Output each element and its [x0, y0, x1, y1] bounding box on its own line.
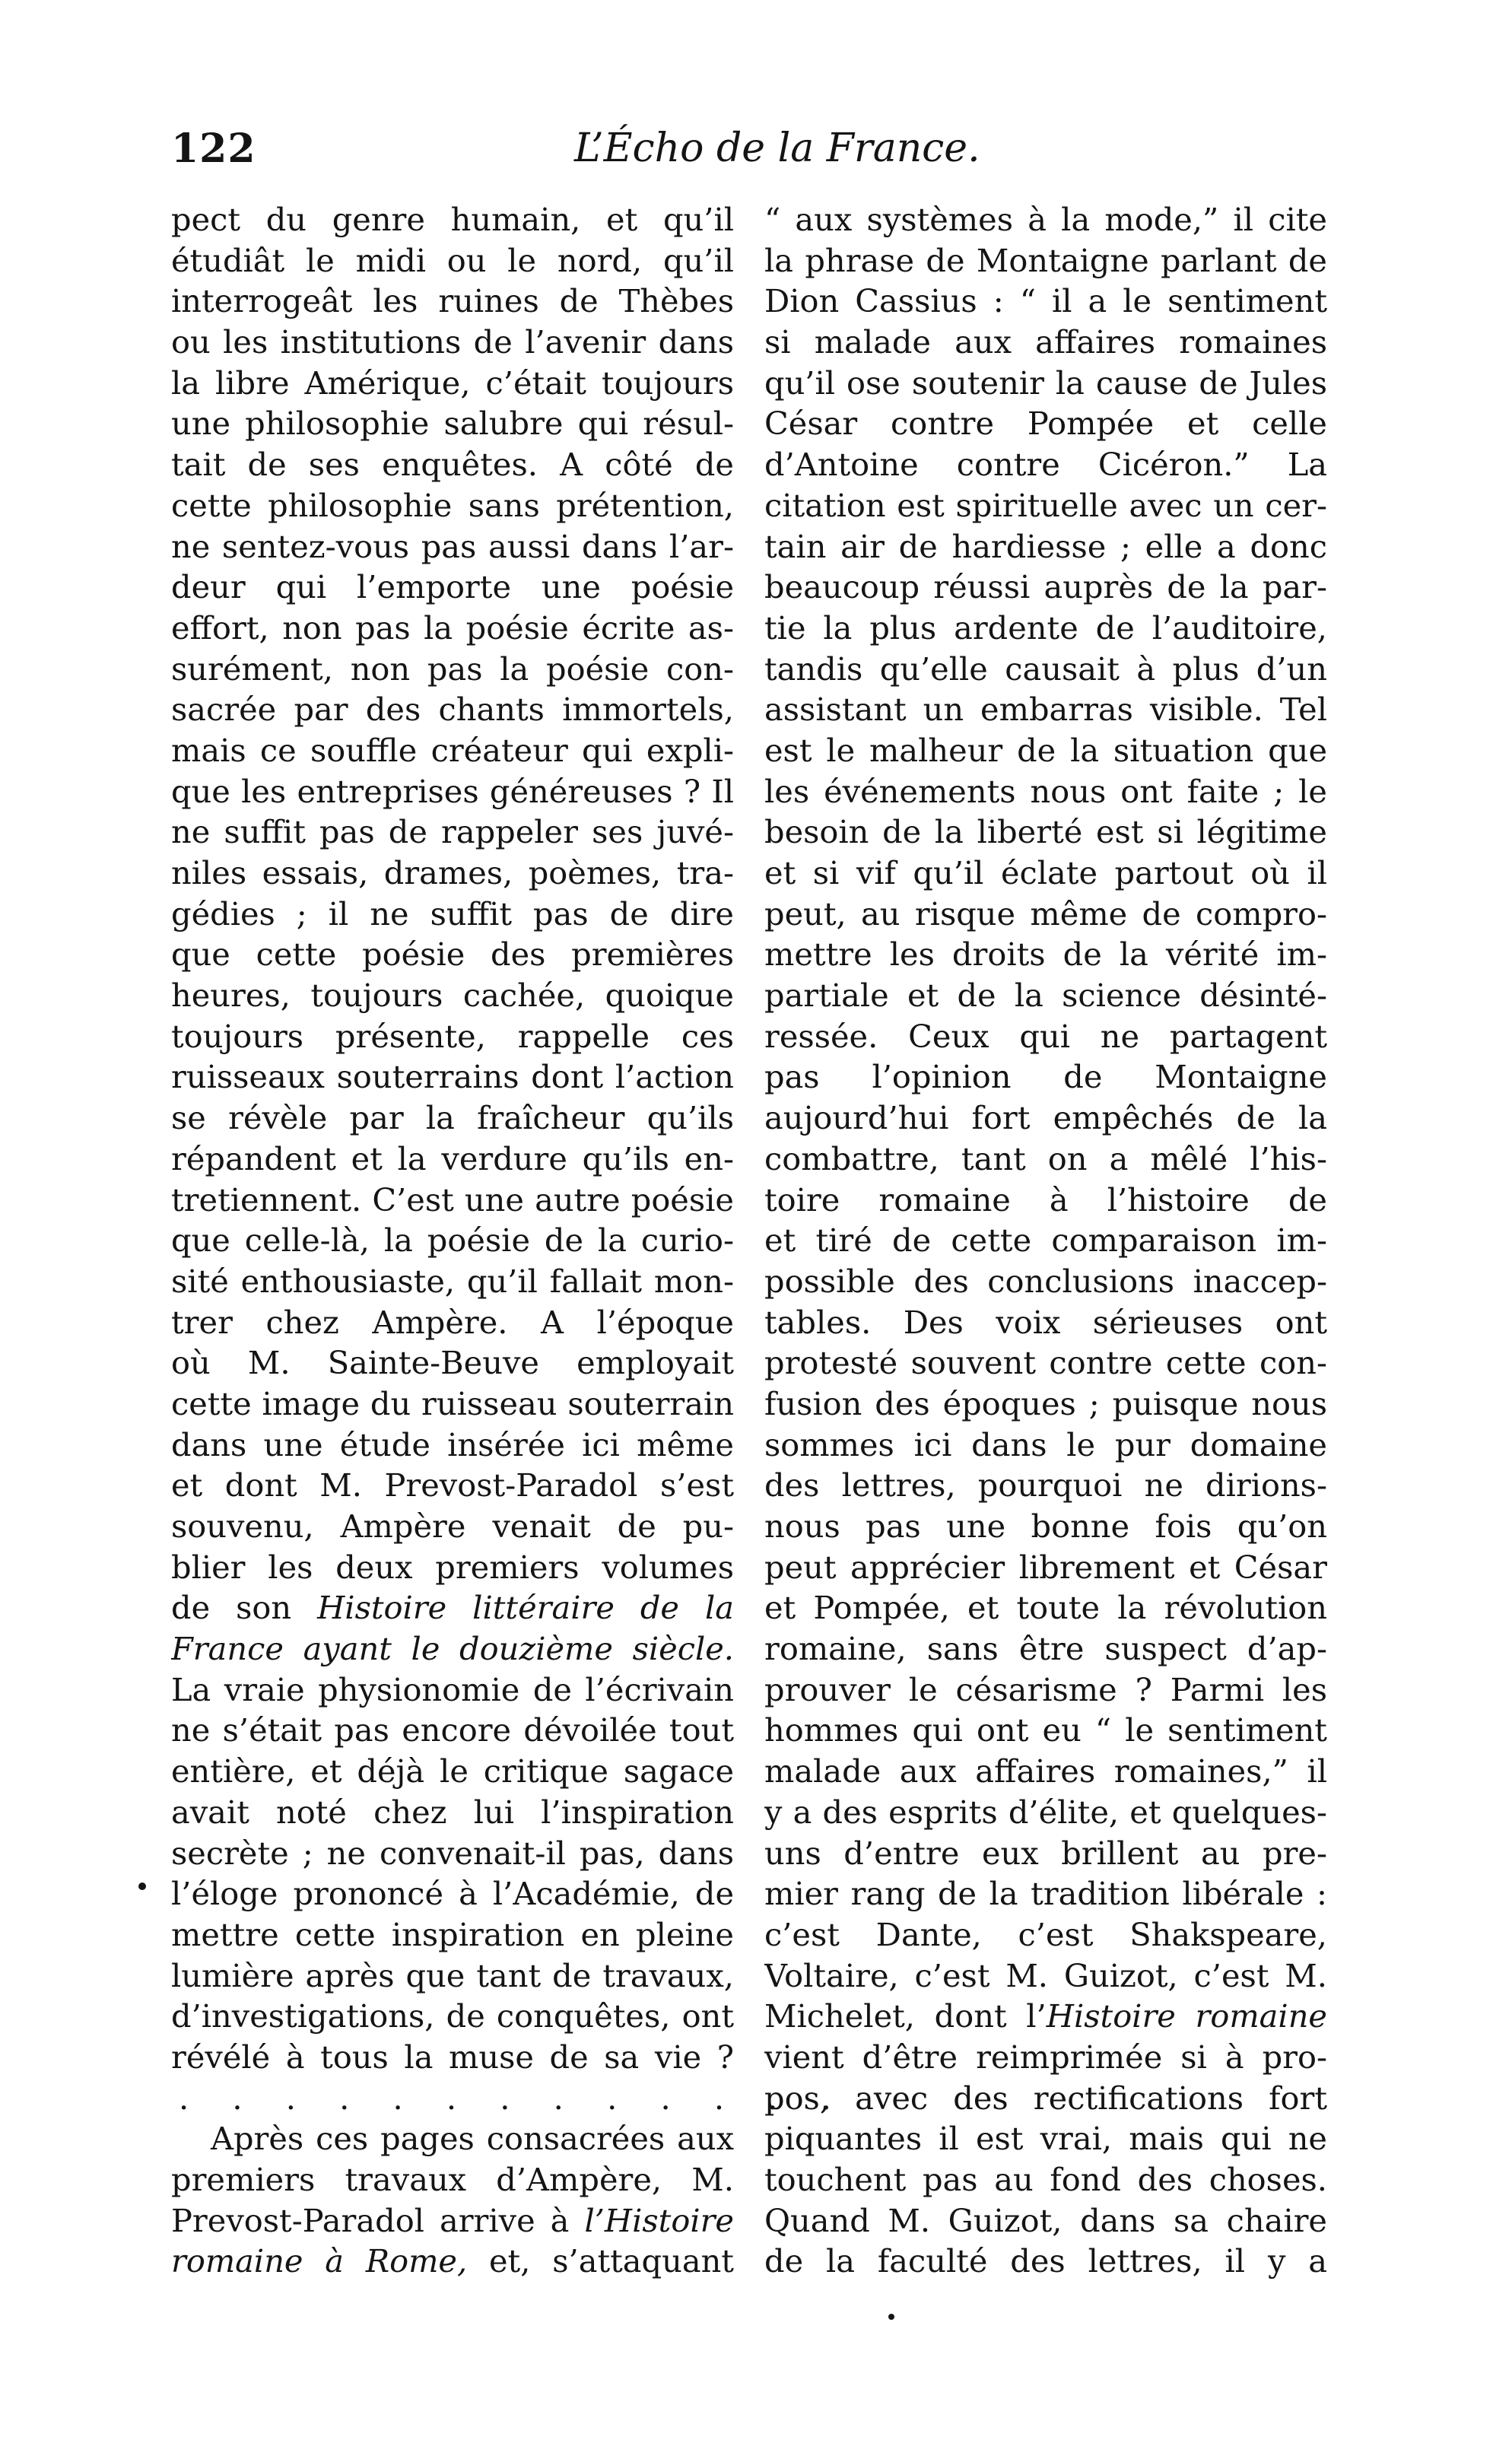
text-line: citation est spirituelle avec un cer-	[764, 486, 1327, 524]
text-line: étudiât le midi ou le nord, qu’il	[171, 241, 734, 279]
text-line: Après ces pages consacrées aux	[211, 2120, 734, 2158]
text-line: des lettres, pourquoi ne dirions-	[764, 1466, 1327, 1504]
text-line: malade aux affaires romaines,” il	[764, 1752, 1327, 1790]
text-line: assistant un embarras visible. Tel	[764, 691, 1327, 729]
text-line: y a des esprits d’élite, et quelques-	[764, 1793, 1327, 1831]
text-line	[764, 1996, 1327, 2037]
text-line	[171, 2241, 734, 2282]
text-line: révélé à tous la muse de sa vie ?	[171, 2038, 734, 2076]
text-fragment: Michelet, dont l’	[764, 1997, 1047, 2035]
text-line: et tiré de cette comparaison im-	[764, 1222, 1327, 1260]
text-line: peut apprécier librement et César	[764, 1548, 1327, 1586]
text-line: France ayant le douzième siècle.	[171, 1630, 734, 1668]
text-line: d’investigations, de conquêtes, ont	[171, 1997, 734, 2035]
text-line: possible des conclusions inaccep-	[764, 1262, 1327, 1300]
text-line: une philosophie salubre qui résul-	[171, 405, 734, 443]
text-line: interrogeât les ruines de Thèbes	[171, 282, 734, 320]
text-line: est le malheur de la situation que	[764, 731, 1327, 769]
text-line: tandis qu’elle causait à plus d’un	[764, 650, 1327, 688]
text-line: et Pompée, et toute la révolution	[764, 1589, 1327, 1627]
left-column	[171, 199, 848, 2282]
text-line: mettre cette inspiration en pleine	[171, 1915, 734, 1953]
text-line: Quand M. Guizot, dans sa chaire	[764, 2201, 1327, 2239]
text-line: fusion des époques ; puisque nous	[764, 1384, 1327, 1422]
page-number: 122	[171, 125, 256, 172]
text-line: les événements nous ont faite ; le	[764, 772, 1327, 810]
text-line: ou les institutions de l’avenir dans	[171, 323, 734, 361]
text-line: romaine, sans être suspect d’ap-	[764, 1630, 1327, 1668]
text-line: besoin de la liberté est si légitime	[764, 813, 1327, 851]
text-line: cette image du ruisseau souterrain	[171, 1384, 734, 1422]
text-fragment: Prevost-Paradol arrive à	[171, 2201, 570, 2239]
text-line: tables. Des voix sérieuses ont	[764, 1303, 1327, 1341]
text-line: ne sentez-vous pas aussi dans l’ar-	[171, 527, 734, 565]
text-line: dans une étude insérée ici même	[171, 1425, 734, 1463]
text-line: protesté souvent contre cette con-	[764, 1344, 1327, 1382]
text-line: mettre les droits de la vérité im-	[764, 936, 1327, 974]
text-line: heures, toujours cachée, quoique	[171, 977, 734, 1015]
text-line: blier les deux premiers volumes	[171, 1548, 734, 1586]
text-line	[171, 2200, 734, 2241]
text-line: entière, et déjà le critique sagace	[171, 1752, 734, 1790]
text-line: souvenu, Ampère venait de pu-	[171, 1508, 734, 1545]
book-title-italic: romaine à Rome,	[171, 2242, 468, 2280]
text-line: et si vif qu’il éclate partout où il	[764, 854, 1327, 891]
text-line: c’est Dante, c’est Shakspeare,	[764, 1915, 1327, 1953]
text-line: trer chez Ampère. A l’époque	[171, 1303, 734, 1341]
text-line: César contre Pompée et celle	[764, 405, 1327, 443]
text-line: Voltaire, c’est M. Guizot, c’est M.	[764, 1956, 1327, 1994]
text-line: d’Antoine contre Cicéron.” La	[764, 446, 1327, 484]
text-line: nous pas une bonne fois qu’on	[764, 1508, 1327, 1545]
text-line: vient d’être reimprimée si à pro-	[764, 2038, 1327, 2076]
text-line: “ aux systèmes à la mode,” il cite	[764, 201, 1327, 238]
text-line: sacrée par des chants immortels,	[171, 691, 734, 729]
text-line: si malade aux affaires romaines	[764, 323, 1327, 361]
text-line: tain air de hardiesse ; elle a donc	[764, 527, 1327, 565]
text-line: avait noté chez lui l’inspiration	[171, 1793, 734, 1831]
page-header	[171, 125, 1327, 179]
text-line: tie la plus ardente de l’auditoire,	[764, 608, 1327, 647]
text-line: que les entreprises généreuses ? Il	[171, 772, 734, 810]
text-line: de la faculté des lettres, il y a	[764, 2242, 1327, 2280]
text-line: et dont M. Prevost-Paradol s’est	[171, 1466, 734, 1504]
text-line: que cette poésie des premières	[171, 936, 734, 974]
text-line: cette philosophie sans prétention,	[171, 486, 734, 524]
ellipsis-divider: . . . . . . . . . . . . .	[179, 2079, 848, 2117]
text-line: La vraie physionomie de l’écrivain	[171, 1670, 734, 1708]
text-line: combattre, tant on a mêlé l’his-	[764, 1139, 1327, 1177]
text-line: aujourd’hui fort empêchés de la	[764, 1099, 1327, 1137]
text-line: prouver le césarisme ? Parmi les	[764, 1670, 1327, 1708]
text-fragment: de son	[171, 1589, 292, 1627]
text-fragment: et, s’attaquant	[488, 2242, 734, 2280]
text-line: premiers travaux d’Ampère, M.	[171, 2161, 734, 2199]
text-line: mier rang de la tradition libérale :	[764, 1875, 1327, 1913]
text-line: sité enthousiaste, qu’il fallait mon-	[171, 1262, 734, 1300]
text-line: où M. Sainte-Beuve employait	[171, 1344, 734, 1382]
text-line: gédies ; il ne suffit pas de dire	[171, 894, 734, 932]
text-line: la phrase de Montaigne parlant de	[764, 241, 1327, 279]
book-title-italic: l’Histoire	[584, 2201, 734, 2239]
running-title: L’Écho de la France.	[574, 125, 980, 171]
text-line: effort, non pas la poésie écrite as-	[171, 608, 734, 647]
text-line: pect du genre humain, et qu’il	[171, 201, 734, 238]
text-line: pas l’opinion de Montaigne	[764, 1058, 1327, 1096]
margin-mark	[138, 1882, 146, 1890]
text-line: secrète ; ne convenait-il pas, dans	[171, 1834, 734, 1872]
text-line: hommes qui ont eu “ le sentiment	[764, 1711, 1327, 1749]
text-line: partiale et de la science désinté-	[764, 977, 1327, 1015]
text-line: mais ce souffle créateur qui expli-	[171, 731, 734, 769]
text-line: pos, avec des rectifications fort	[764, 2079, 1327, 2117]
text-line: ne s’était pas encore dévoilée tout	[171, 1711, 734, 1749]
text-line: la libre Amérique, c’était toujours	[171, 364, 734, 402]
text-line: sommes ici dans le pur domaine	[764, 1425, 1327, 1463]
text-line: ressée. Ceux qui ne partagent	[764, 1017, 1327, 1055]
text-line: uns d’entre eux brillent au pre-	[764, 1834, 1327, 1872]
text-line: Dion Cassius : “ il a le sentiment	[764, 282, 1327, 320]
text-line: peut, au risque même de compro-	[764, 894, 1327, 932]
text-line: piquantes il est vrai, mais qui ne	[764, 2120, 1327, 2158]
text-line: répandent et la verdure qu’ils en-	[171, 1139, 734, 1177]
text-line: deur qui l’emporte une poésie	[171, 568, 734, 606]
text-line: toire romaine à l’histoire de	[764, 1180, 1327, 1218]
text-line: que celle-là, la poésie de la curio-	[171, 1222, 734, 1260]
text-line	[171, 1587, 734, 1628]
text-line: niles essais, drames, poèmes, tra-	[171, 854, 734, 891]
book-title-italic: Histoire littéraire de la	[317, 1589, 734, 1627]
text-line: ruisseaux souterrains dont l’action	[171, 1058, 734, 1096]
text-line: toujours présente, rappelle ces	[171, 1017, 734, 1055]
text-line: ne suffit pas de rappeler ses juvé-	[171, 813, 734, 851]
text-line: lumière après que tant de travaux,	[171, 1956, 734, 1994]
text-line: se révèle par la fraîcheur qu’ils	[171, 1099, 734, 1137]
text-line: l’éloge prononcé à l’Académie, de	[171, 1875, 734, 1913]
text-line: touchent pas au fond des choses.	[764, 2161, 1327, 2198]
book-title-italic: Histoire romaine	[1046, 1997, 1327, 2035]
text-line: tait de ses enquêtes. A côté de	[171, 446, 734, 484]
text-line: tretiennent. C’est une autre poésie	[171, 1180, 734, 1218]
page-speck	[888, 2314, 894, 2320]
right-column	[764, 199, 1327, 2282]
text-line: qu’il ose soutenir la cause de Jules	[764, 364, 1327, 402]
text-line: surément, non pas la poésie con-	[171, 650, 734, 688]
text-line: beaucoup réussi auprès de la par-	[764, 568, 1327, 606]
